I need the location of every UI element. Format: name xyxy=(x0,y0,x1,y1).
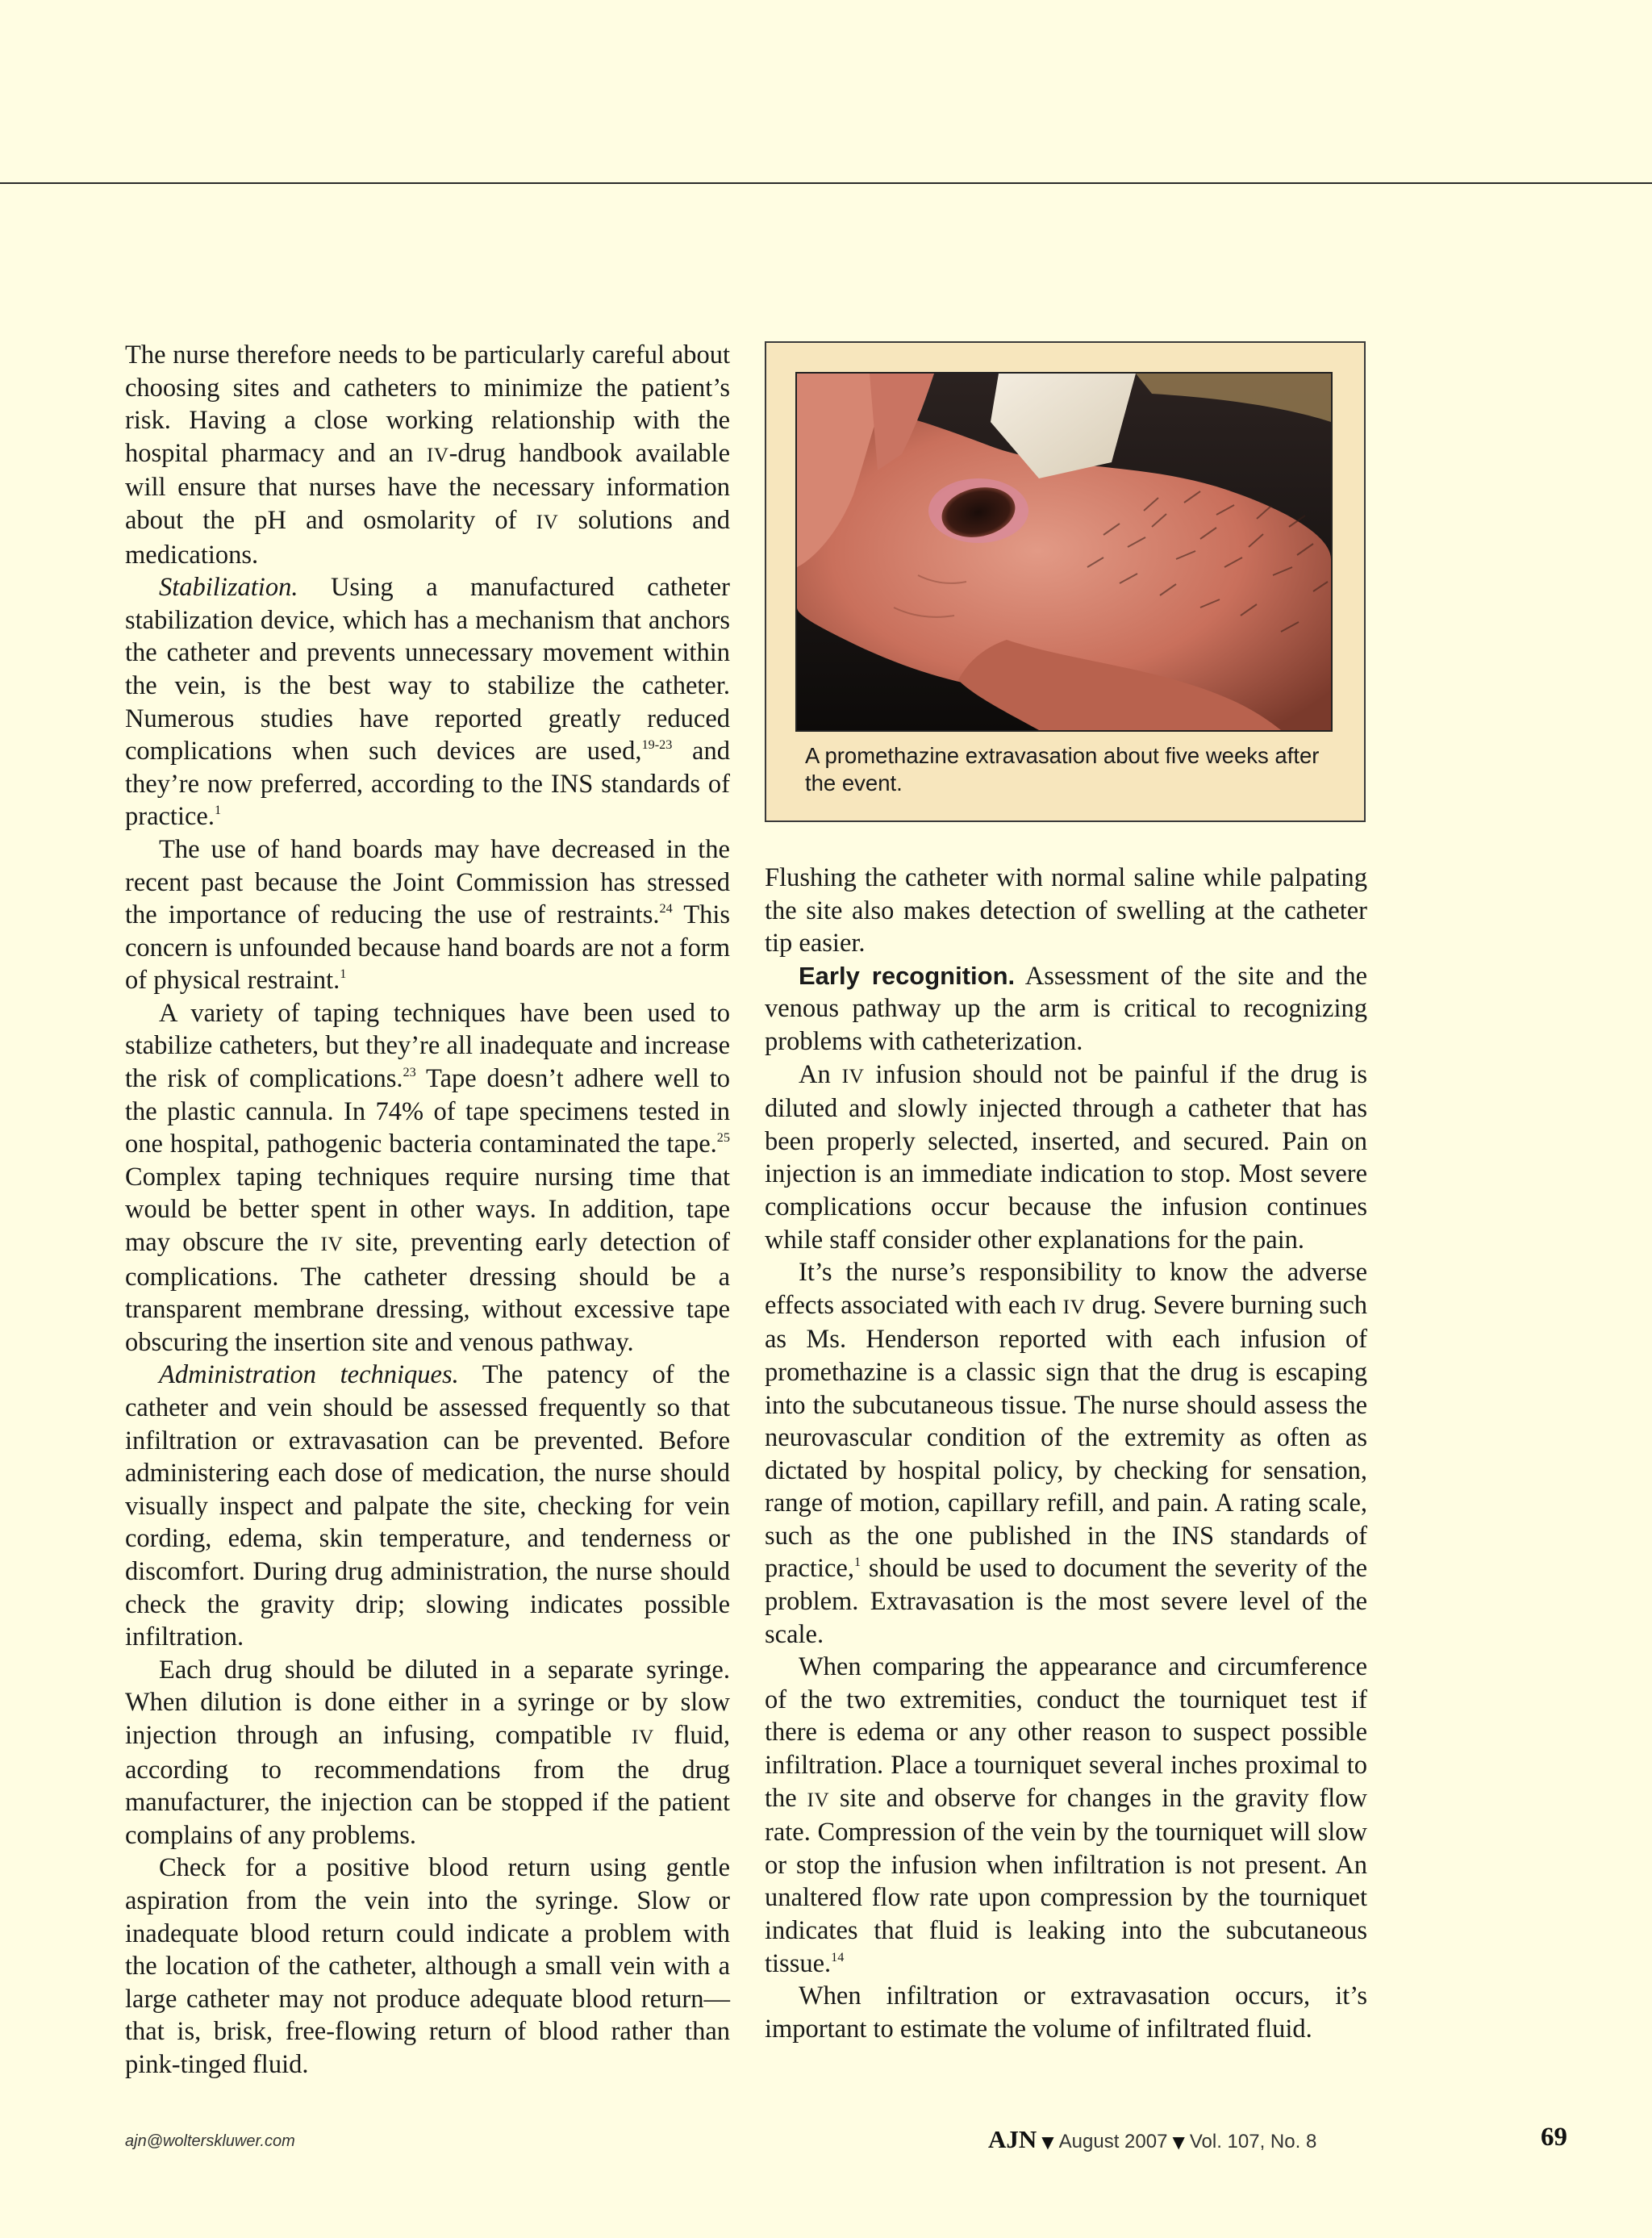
paragraph: When comparing the appearance and circumference of the two extremities, conduct the tourniquet test if there is edema or any other reason to suspect possible infiltration. Place a tourniquet several inches proximal to the IV site and observe for changes in the gravity flow rate. Compression of the vein by the tourniquet will slow or stop the infusion when infiltration is not present. An unaltered flow rate upon compression by the tourniquet indicates that fluid is leaking into the subcutaneous tissue.$^{14}$ xyxy=(765,1652,1367,1978)
paragraph: A variety of taping techniques have been used to stabilize catheters, but they’re all inadequate and increase the risk of complications.$^{23}$ Tape doesn’t adhere well to the plastic cannula. In 74% of tape specimens tested in one hospital, pathogenic bacteria contaminated the tape.$^{25}$ Complex taping techniques require nursing time that would be better spent in other ways. In addition, tape may obscure the IV site, preventing early detection of complications. The catheter dressing should be a transparent membrane dressing, without excessive tape obscuring the insertion site and venous pathway. xyxy=(125,998,730,1357)
section-lead: Stabilization. xyxy=(159,573,298,603)
footer-journal-info xyxy=(988,2125,1316,2154)
reference: 14 xyxy=(831,1949,845,1965)
reference: 23 xyxy=(403,1065,416,1080)
reference: 1 xyxy=(214,803,222,818)
footer-email-link[interactable]: ajn@wolterskluwer.com xyxy=(125,2132,295,2150)
reference: 24 xyxy=(659,901,673,916)
reference: 25 xyxy=(716,1130,730,1146)
reference: 19-23 xyxy=(641,737,673,753)
issue-date: August 2007 xyxy=(1058,2131,1168,2152)
extravasation-photo xyxy=(795,372,1333,732)
section-lead: Early recognition. xyxy=(799,961,1016,990)
header-rule xyxy=(0,182,1652,184)
triangle-separator-icon: ▼ xyxy=(1172,2132,1185,2152)
paragraph: Each drug should be diluted in a separate syringe. When dilution is done either in a syringe or by slow injection through an infusing, compatible IV fluid, according to recommendations from the drug manufacturer, the injection can be stopped if the patient complains of any problems. xyxy=(125,1655,731,1850)
figure-caption: A promethazine extravasation about five weeks after the event. xyxy=(805,743,1320,795)
paragraph-early-recognition: Early recognition. Assessment of the site and the venous pathway up the arm is critical to recognizing problems with catheterization. xyxy=(765,961,1367,1056)
reference: 1 xyxy=(853,1555,861,1570)
volume-number: Vol. 107, No. 8 xyxy=(1189,2131,1317,2152)
paragraph: When infiltration or extravasation occurs, it’s important to estimate the volume of infiltrated fluid. xyxy=(765,1981,1367,2044)
page-number: 69 xyxy=(1541,2123,1567,2152)
paragraph-stabilization: Stabilization. Using a manufactured catheter stabilization device, which has a mechanism that anchors the catheter and prevents unnecessary movement within the vein, is the best way to stabilize the catheter. Numerous studies have reported greatly reduced complications when such devices are used,$^{19-23}$ and they’re now preferred, according to the INS standards of practice.$^1$ xyxy=(125,573,730,832)
paragraph: The use of hand boards may have decreased in the recent past because the Joint Commission has stressed the importance of reducing the use of restraints.$^{24}$ This concern is unfounded because hand boards are not a form of physical restraint.$^1$ xyxy=(125,834,730,996)
hand-wound-illustration xyxy=(797,374,1331,730)
paragraph: An IV infusion should not be painful if the drug is diluted and slowly injected through a catheter that has been properly selected, inserted, and secured. Pain on injection is an immediate indication to stop. Most severe complications occur because the infusion continues while staff consider other explanations for the pain. xyxy=(765,1059,1367,1255)
right-column xyxy=(765,862,1367,2045)
paragraph: Check for a positive blood return using gentle aspiration from the vein into the syringe. Slow or inadequate blood return could indicate a problem with the location of the catheter, although a small vein with a large catheter may not produce adequate blood return—that is, brisk, free-flowing return of blood rather than pink-tinged fluid. xyxy=(125,1853,730,2079)
figure-box xyxy=(765,341,1366,822)
triangle-separator-icon: ▼ xyxy=(1041,2132,1054,2152)
paragraph: It’s the nurse’s responsibility to know the adverse effects associated with each IV drug. Severe burning such as Ms. Henderson reported with each infusion of promethazine is a classic sign that the drug is escaping into the subcutaneous tissue. The nurse should assess the neurovascular condition of the extremity as often as dictated by hospital policy, by checking for sensation, range of motion, capillary refill, and pain. A rating scale, such as the one published in the INS standards of practice,$^1$ should be used to document the severity of the problem. Extravasation is the most severe level of the scale. xyxy=(765,1258,1368,1649)
left-column xyxy=(125,339,730,2081)
paragraph-administration: Administration techniques. The patency of the catheter and vein should be assessed frequently so that infiltration or extravasation can be prevented. Before administering each dose of medication, the nurse should visually inspect and palpate the site, checking for vein cording, edema, skin temperature, and tenderness or discomfort. During drug administration, the nurse should check the gravity drip; slowing indicates possible infiltration. xyxy=(125,1360,730,1652)
paragraph: Flushing the catheter with normal saline while palpating the site also makes detection of swelling at the catheter tip easier. xyxy=(765,863,1367,958)
paragraph: The nurse therefore needs to be particularly careful about choosing sites and catheters to minimize the patient’s risk. Having a close working relationship with the hospital pharmacy and an IV-drug handbook available will ensure that nurses have the necessary information about the pH and osmolarity of IV solutions and medications. xyxy=(125,340,731,570)
reference: 1 xyxy=(340,967,347,982)
journal-name: AJN xyxy=(988,2125,1037,2153)
section-lead: Administration techniques. xyxy=(159,1360,459,1390)
